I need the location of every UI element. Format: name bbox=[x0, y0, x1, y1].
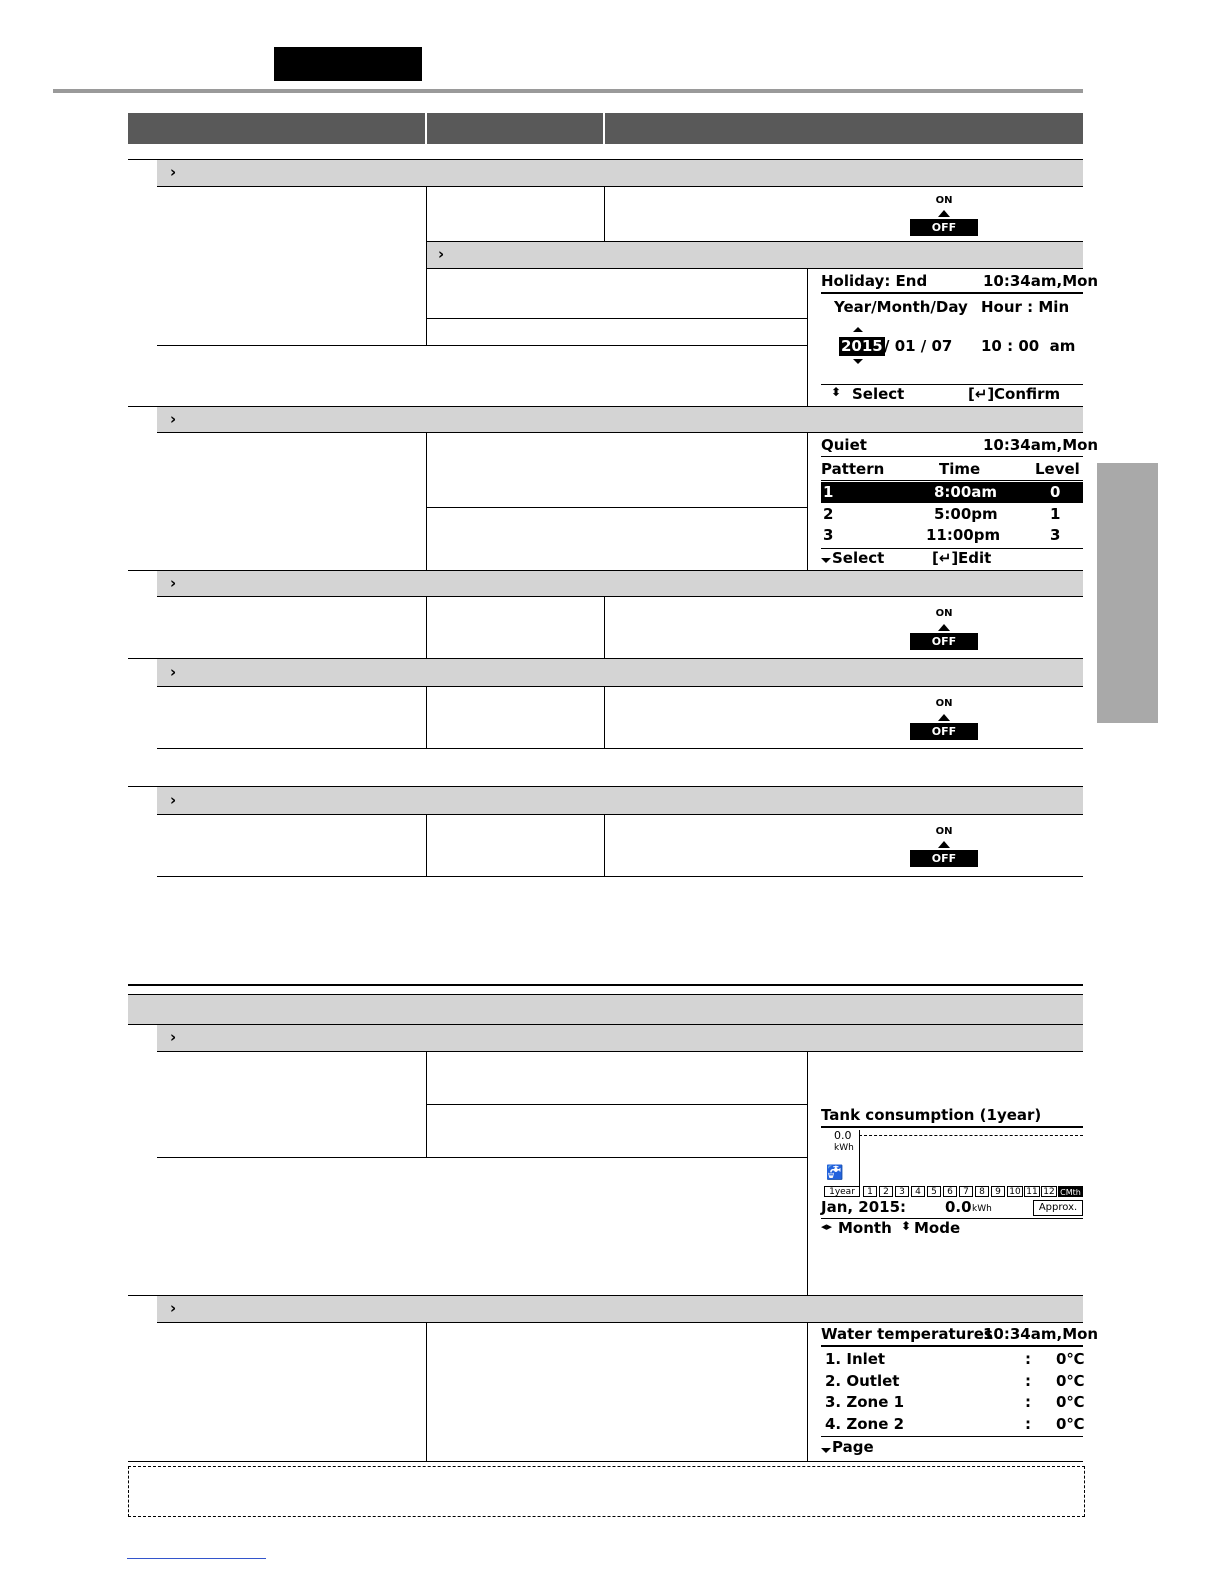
tank-title: Tank consumption (1year) bbox=[821, 1106, 1042, 1124]
tank-value: 0.0 bbox=[945, 1198, 972, 1216]
temp-label: 3. Zone 1 bbox=[825, 1393, 905, 1411]
month-tab[interactable]: 5 bbox=[927, 1186, 941, 1197]
switch-off-button[interactable]: OFF bbox=[910, 850, 978, 867]
arrow-up-icon bbox=[853, 327, 863, 332]
month-tab[interactable]: 10 bbox=[1007, 1186, 1023, 1197]
year-field[interactable]: 2015 bbox=[841, 337, 883, 355]
arrow-up-icon bbox=[938, 841, 950, 848]
left-right-arrow-icon: ◂▸ bbox=[821, 1220, 833, 1233]
section-bar bbox=[157, 1296, 1083, 1322]
divider bbox=[427, 1104, 807, 1105]
month-hint: Month bbox=[838, 1219, 892, 1237]
temp-sep: : bbox=[1025, 1393, 1031, 1411]
arrow-up-icon bbox=[938, 624, 950, 631]
arrow-up-icon bbox=[938, 714, 950, 721]
section-bar bbox=[157, 407, 1083, 432]
tank-date: Jan, 2015: bbox=[821, 1198, 907, 1216]
switch-off-button[interactable]: OFF bbox=[910, 723, 978, 740]
switch-off-button[interactable]: OFF bbox=[910, 219, 978, 236]
temp-label: 4. Zone 2 bbox=[825, 1415, 905, 1433]
approx-badge: Approx. bbox=[1033, 1200, 1083, 1216]
chevron-right-icon: › bbox=[170, 1028, 177, 1046]
section-bar bbox=[128, 995, 1083, 1024]
col-time: Time bbox=[939, 460, 981, 478]
divider bbox=[426, 596, 427, 658]
row-time: 5:00pm bbox=[934, 505, 998, 523]
temp-label: 2. Outlet bbox=[825, 1372, 900, 1390]
month-tab[interactable]: 6 bbox=[943, 1186, 957, 1197]
date-header: Year/Month/Day bbox=[834, 298, 968, 316]
subsection-bar bbox=[427, 242, 1083, 268]
col-level: Level bbox=[1035, 460, 1080, 478]
water-title: Water temperatures bbox=[821, 1325, 993, 1343]
switch-on-label: ON bbox=[935, 698, 953, 709]
arrow-up-icon bbox=[938, 210, 950, 217]
divider bbox=[128, 984, 1083, 986]
note-box bbox=[128, 1466, 1085, 1517]
month-tab[interactable]: 11 bbox=[1024, 1186, 1040, 1197]
y-axis bbox=[859, 1130, 860, 1186]
time-header: Hour : Min bbox=[981, 298, 1070, 316]
row-level: 3 bbox=[1050, 526, 1061, 544]
divider bbox=[427, 507, 807, 508]
chevron-right-icon: › bbox=[170, 410, 177, 428]
divider bbox=[821, 1126, 1083, 1128]
divider bbox=[604, 596, 605, 658]
divider bbox=[604, 814, 605, 876]
divider bbox=[426, 1322, 427, 1461]
confirm-hint: Confirm bbox=[994, 385, 1061, 403]
enter-icon: [↵] bbox=[968, 385, 995, 403]
divider bbox=[128, 1461, 1083, 1462]
divider bbox=[821, 292, 1083, 294]
month-tab[interactable]: 1 bbox=[863, 1186, 877, 1197]
quiet-time: 10:34am,Mon bbox=[983, 436, 1099, 454]
temp-sep: : bbox=[1025, 1350, 1031, 1368]
table-header-divider bbox=[603, 113, 605, 144]
section-bar bbox=[157, 571, 1083, 596]
row-pattern: 1 bbox=[823, 483, 834, 501]
arrow-down-icon bbox=[853, 359, 863, 364]
edit-hint: Edit bbox=[958, 549, 992, 567]
divider bbox=[427, 241, 1083, 242]
row-level: 0 bbox=[1050, 483, 1061, 501]
header-tab bbox=[274, 47, 422, 81]
divider bbox=[821, 456, 1083, 457]
divider bbox=[157, 186, 1083, 187]
holiday-title: Holiday: End bbox=[821, 272, 928, 290]
header-rule bbox=[53, 89, 1083, 93]
divider bbox=[157, 1051, 1083, 1052]
chevron-right-icon: › bbox=[170, 163, 177, 181]
mode-hint: Mode bbox=[914, 1219, 961, 1237]
divider bbox=[427, 318, 807, 319]
row-time: 11:00pm bbox=[926, 526, 1001, 544]
holiday-screen bbox=[808, 268, 1099, 406]
y-axis-unit: kWh bbox=[834, 1143, 854, 1153]
month-tab[interactable]: 12 bbox=[1041, 1186, 1057, 1197]
up-down-arrow-icon: ⬍ bbox=[831, 385, 842, 399]
divider bbox=[128, 994, 1083, 995]
table-header-divider bbox=[425, 113, 427, 144]
grid-line bbox=[859, 1135, 1083, 1136]
clock-field[interactable]: 10 : 00 am bbox=[981, 337, 1076, 355]
month-tab-current[interactable]: CMth bbox=[1058, 1186, 1083, 1197]
divider bbox=[821, 1345, 1083, 1347]
up-down-arrow-icon: ⬍ bbox=[901, 1219, 912, 1233]
divider bbox=[604, 686, 605, 748]
month-tab[interactable]: 4 bbox=[911, 1186, 925, 1197]
divider bbox=[821, 480, 1083, 481]
switch-on-label: ON bbox=[935, 608, 953, 619]
divider bbox=[157, 596, 1083, 597]
temp-label: 1. Inlet bbox=[825, 1350, 886, 1368]
month-tab[interactable]: 2 bbox=[879, 1186, 893, 1197]
divider bbox=[157, 345, 807, 346]
divider bbox=[157, 686, 1083, 687]
section-bar bbox=[157, 1025, 1083, 1051]
row-time: 8:00am bbox=[934, 483, 998, 501]
temp-sep: : bbox=[1025, 1415, 1031, 1433]
chevron-right-icon: › bbox=[170, 791, 177, 809]
month-bar bbox=[824, 1186, 1083, 1197]
faucet-icon: 🚰 bbox=[826, 1165, 844, 1181]
month-tab[interactable]: 7 bbox=[959, 1186, 973, 1197]
arrow-down-icon bbox=[821, 558, 831, 563]
row-pattern[interactable]: 2 bbox=[823, 505, 834, 523]
tank-unit: kWh bbox=[972, 1204, 992, 1214]
divider bbox=[426, 814, 427, 876]
quiet-title: Quiet bbox=[821, 436, 867, 454]
quiet-screen bbox=[808, 432, 1099, 570]
temp-sep: : bbox=[1025, 1372, 1031, 1390]
enter-icon: [↵] bbox=[932, 549, 959, 567]
divider bbox=[821, 1436, 1083, 1437]
divider bbox=[157, 814, 1083, 815]
select-hint: Select bbox=[832, 549, 885, 567]
chevron-right-icon: › bbox=[170, 663, 177, 681]
select-hint: Select bbox=[852, 385, 905, 403]
temp-value: 0℃ bbox=[1056, 1372, 1085, 1390]
water-screen bbox=[808, 1322, 1099, 1461]
row-pattern[interactable]: 3 bbox=[823, 526, 834, 544]
arrow-down-icon bbox=[821, 1448, 831, 1453]
divider bbox=[426, 686, 427, 748]
chevron-right-icon: › bbox=[170, 574, 177, 592]
side-thumb-tab bbox=[1097, 463, 1158, 723]
temp-value: 0℃ bbox=[1056, 1350, 1085, 1368]
divider bbox=[157, 1157, 807, 1158]
month-tab[interactable]: 9 bbox=[991, 1186, 1005, 1197]
switch-off-button[interactable]: OFF bbox=[910, 633, 978, 650]
month-day-field[interactable]: / 01 / 07 bbox=[884, 337, 953, 355]
month-tab-1year[interactable]: 1year bbox=[824, 1186, 860, 1197]
table-header bbox=[128, 113, 1083, 144]
chevron-right-icon: › bbox=[438, 245, 445, 263]
switch-on-label: ON bbox=[935, 826, 953, 837]
page-hint: Page bbox=[832, 1438, 874, 1456]
row-level: 1 bbox=[1050, 505, 1061, 523]
col-pattern: Pattern bbox=[821, 460, 885, 478]
section-bar bbox=[157, 160, 1083, 186]
section-bar bbox=[157, 787, 1083, 814]
tank-screen bbox=[808, 1104, 1083, 1244]
divider bbox=[426, 432, 427, 570]
divider bbox=[157, 876, 1083, 877]
divider bbox=[604, 186, 605, 241]
section-bar bbox=[157, 659, 1083, 686]
temp-value: 0℃ bbox=[1056, 1415, 1085, 1433]
holiday-time: 10:34am,Mon bbox=[983, 272, 1099, 290]
month-tab[interactable]: 3 bbox=[895, 1186, 909, 1197]
water-time: 10:34am,Mon bbox=[983, 1325, 1099, 1343]
switch-on-label: ON bbox=[935, 195, 953, 206]
footer-link[interactable] bbox=[127, 1558, 266, 1559]
divider bbox=[157, 748, 1083, 749]
month-tab[interactable]: 8 bbox=[975, 1186, 989, 1197]
y-axis-value: 0.0 bbox=[834, 1129, 852, 1142]
chevron-right-icon: › bbox=[170, 1299, 177, 1317]
temp-value: 0℃ bbox=[1056, 1393, 1085, 1411]
